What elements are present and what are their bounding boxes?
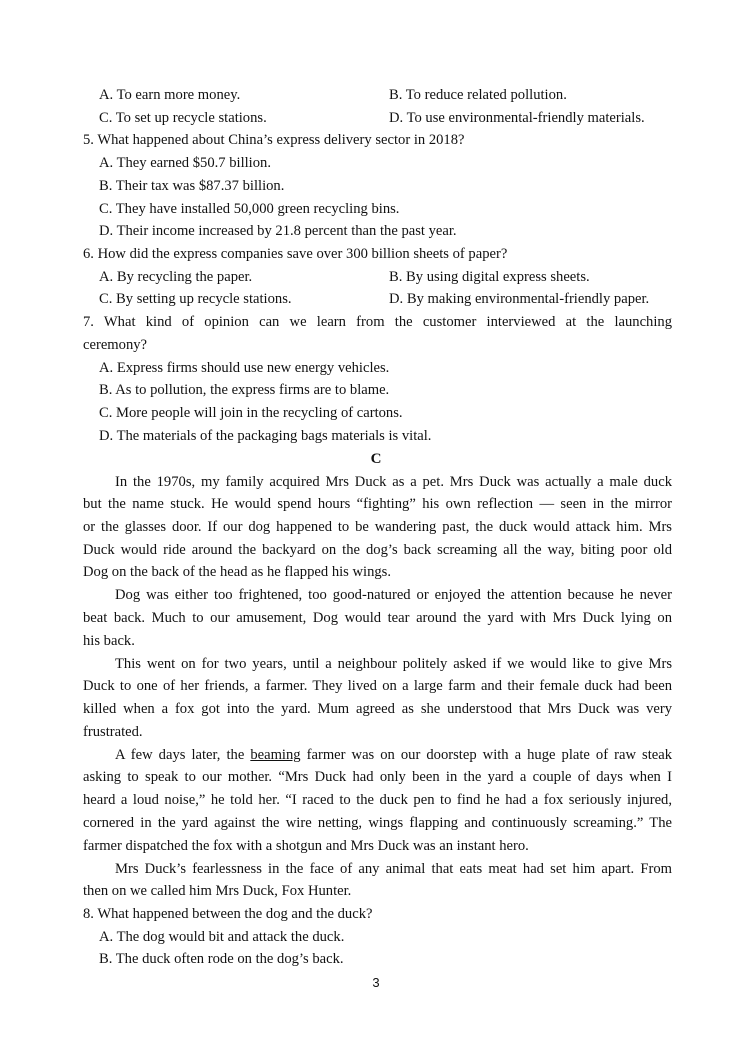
q8-option-a: A. The dog would bit and attack the duck. bbox=[99, 929, 345, 945]
section-c-title: C bbox=[370, 451, 382, 467]
q6-option-a: A. By recycling the paper. bbox=[99, 269, 253, 285]
q8-option-b: B. The duck often rode on the dog’s back. bbox=[99, 951, 344, 967]
q4-option-c: C. To set up recycle stations. bbox=[99, 110, 267, 126]
q7-question-line1: 7. What kind of opinion can we learn from the customer interviewed at the launching bbox=[83, 314, 672, 330]
q4-option-d: D. To use environmental-friendly materials. bbox=[389, 110, 645, 126]
passage-line: In the 1970s, my family acquired Mrs Duck as a pet. Mrs Duck was actually a male duck bbox=[115, 474, 672, 490]
q5-option-a: A. They earned $50.7 billion. bbox=[99, 155, 271, 171]
underlined-word: beaming bbox=[250, 747, 301, 763]
page-number: 3 bbox=[372, 975, 380, 990]
passage-line: his back. bbox=[83, 633, 135, 649]
passage-line: cornered in the yard against the wire netting, wings flapping and continuously screaming.” The bbox=[83, 815, 672, 831]
q5-option-c: C. They have installed 50,000 green recycling bins. bbox=[99, 201, 400, 217]
passage-line: heard a loud noise,” he told her. “I raced to the duck pen to find he had a fox seriously injured, bbox=[83, 792, 672, 808]
q8-question: 8. What happened between the dog and the duck? bbox=[83, 906, 373, 922]
passage-line: Duck would ride around the backyard on the dog’s back screaming all the way, biting poor old bbox=[83, 542, 672, 558]
passage-line: frustrated. bbox=[83, 724, 143, 740]
q5-option-b: B. Their tax was $87.37 billion. bbox=[99, 178, 285, 194]
passage-line: Dog was either too frightened, too good-natured or enjoyed the attention because he never bbox=[115, 587, 672, 603]
passage-line: This went on for two years, until a neighbour politely asked if we would like to give Mrs bbox=[115, 656, 672, 672]
passage-line: asking to speak to our mother. “Mrs Duck had only been in the yard a couple of days when I bbox=[83, 769, 672, 785]
q7-option-a: A. Express firms should use new energy vehicles. bbox=[99, 360, 390, 376]
passage-line: Duck to one of her friends, a farmer. They lived on a large farm and their female duck had been bbox=[83, 678, 672, 694]
q6-option-c: C. By setting up recycle stations. bbox=[99, 291, 292, 307]
passage-line: Dog on the back of the head as he flapped his wings. bbox=[83, 564, 392, 580]
q6-option-b: B. By using digital express sheets. bbox=[389, 269, 590, 285]
q4-option-b: B. To reduce related pollution. bbox=[389, 87, 567, 103]
passage-text: farmer was on our doorstep with a huge plate of raw steak bbox=[300, 747, 672, 763]
passage-line: Mrs Duck’s fearlessness in the face of any animal that eats meat had set him apart. From bbox=[115, 861, 672, 877]
passage-line: farmer dispatched the fox with a shotgun and Mrs Duck was an instant hero. bbox=[83, 838, 529, 854]
q6-option-d: D. By making environmental-friendly paper. bbox=[389, 291, 650, 307]
passage-line bbox=[115, 746, 672, 764]
passage-line: or the glasses door. If our dog happened to be wandering past, the duck would attack him. Mrs bbox=[83, 519, 672, 535]
passage-text: A few days later, the bbox=[115, 747, 251, 763]
passage-line: but the name stuck. He would spend hours “fighting” his own reflection — seen in the mirror bbox=[83, 496, 672, 512]
passage-line: killed when a fox got into the yard. Mum agreed as she understood that Mrs Duck was very bbox=[83, 701, 672, 717]
q5-option-d: D. Their income increased by 21.8 percent than the past year. bbox=[99, 223, 457, 239]
passage-line: then on we called him Mrs Duck, Fox Hunter. bbox=[83, 883, 352, 899]
q7-option-c: C. More people will join in the recycling of cartons. bbox=[99, 405, 403, 421]
q5-question: 5. What happened about China’s express delivery sector in 2018? bbox=[83, 132, 465, 148]
q4-option-a: A. To earn more money. bbox=[99, 87, 241, 103]
q7-question-line2: ceremony? bbox=[83, 337, 148, 353]
passage-line: beat back. Much to our amusement, Dog would tear around the yard with Mrs Duck lying on bbox=[83, 610, 672, 626]
q6-question: 6. How did the express companies save over 300 billion sheets of paper? bbox=[83, 246, 508, 262]
q7-option-d: D. The materials of the packaging bags materials is vital. bbox=[99, 428, 432, 444]
q7-option-b: B. As to pollution, the express firms are to blame. bbox=[99, 382, 390, 398]
